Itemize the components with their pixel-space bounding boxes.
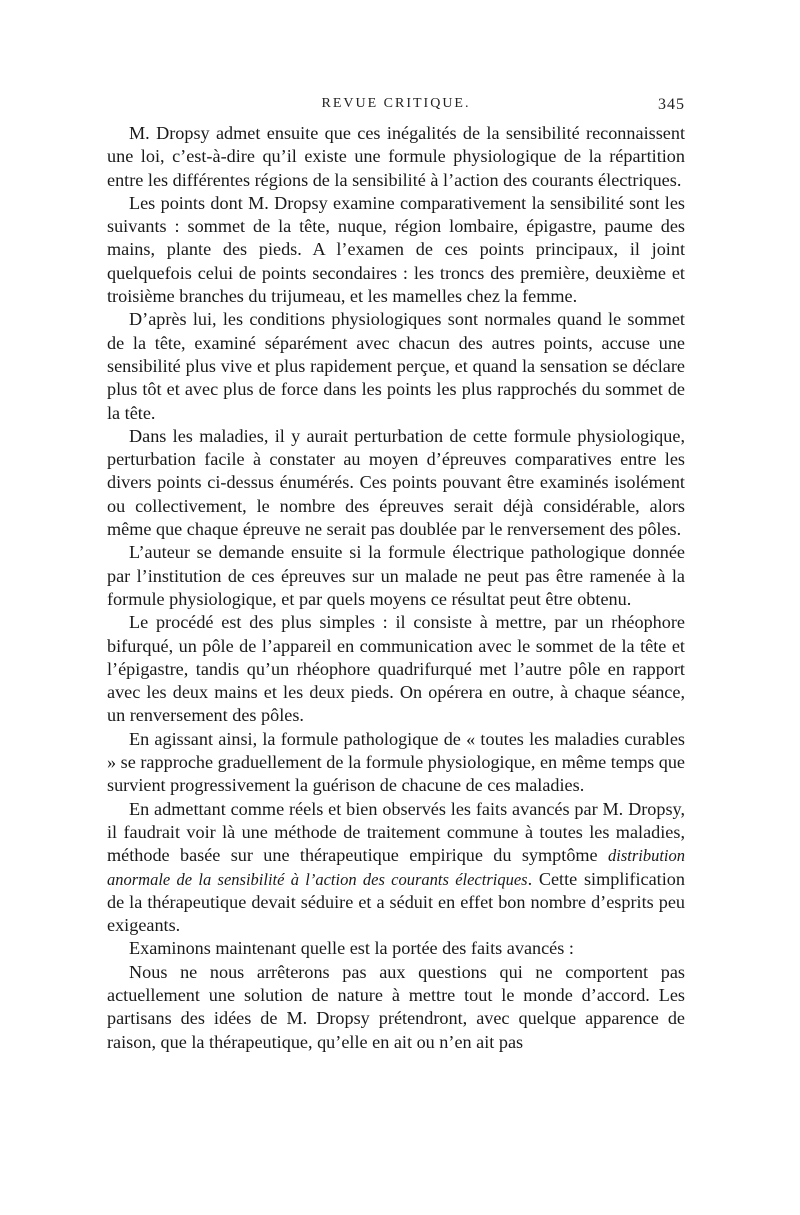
paragraph-10: Nous ne nous arrêterons pas aux questions qui ne comportent pas actuellement une solution de nature à mettre tout le monde d’accord. Les partisans des idées de M. Dropsy prétendront, avec quelque apparence de raison, que la thérapeutique, qu’elle en ait ou n’en ait pas — [107, 961, 685, 1052]
paragraph-1: M. Dropsy admet ensuite que ces inégalités de la sensibilité reconnaissent une loi, c’est-à-dire qu’il existe une formule physiologique de la répartition entre les différentes régions de la sensibilité à l’action des courants électriques. — [107, 123, 685, 190]
running-head — [107, 96, 685, 118]
page-number: 345 — [658, 96, 685, 113]
paragraph-8-end: . Cette simplification de la thérapeutique devait séduire et a séduit en effet bon nombre d’esprits peu exigeants. — [107, 868, 685, 936]
paragraph-7: En agissant ainsi, la formule pathologique de « toutes les maladies curables » se rapproche graduellement de la formule physiologique, en même temps que survient progressivement la guérison de chacune de ces maladies. — [107, 728, 685, 796]
paragraph-3: D’après lui, les conditions physiologiques sont normales quand le sommet de la tête, examiné séparément avec chacun des autres points, accuse une sensibilité plus vive et plus rapidement perçue, et quand la sensation se déclare plus tôt et avec plus de force dans les points les plus rapprochés du sommet de la tête. — [107, 309, 685, 423]
paragraph-9: Examinons maintenant quelle est la portée des faits avancés : — [129, 938, 574, 959]
body-text — [107, 122, 685, 1054]
paragraph-8 — [107, 798, 685, 938]
paragraph-5: L’auteur se demande ensuite si la formule électrique pathologique donnée par l’institution de ces épreuves sur un malade ne peut pas être ramenée à la formule physiologique, et par quels moyens ce résultat peut être obtenu. — [107, 542, 685, 609]
paragraph-2: Les points dont M. Dropsy examine comparativement la sensibilité sont les suivants : sommet de la tête, nuque, région lombaire, épigastre, paume des mains, plante des pieds. A l’examen de ces points principaux, il joint quelquefois celui de points secondaires : les troncs des première, deuxième et troisième branches du trijumeau, et les mamelles chez la femme. — [107, 192, 685, 307]
paragraph-8-start: En admettant comme réels et bien observés les faits avancés par M. Dropsy, il faudrait voir là une méthode de traitement commune à toutes les maladies, méthode basée sur une thérapeutique empirique du symptôme — [107, 798, 685, 866]
running-title: REVUE CRITIQUE. — [321, 96, 471, 111]
italic-phrase: distribution anormale de la sensibilité à l’action des courants électriques — [107, 846, 685, 889]
paragraph-6: Le procédé est des plus simples : il consiste à mettre, par un rhéophore bifurqué, un pôle de l’appareil en communication avec le sommet de la tête et l’épigastre, tandis qu’un rhéophore quadrifurqué met l’autre pôle en rapport avec les deux mains et les deux pieds. On opérera en outre, à chaque séance, un renversement des pôles. — [107, 612, 685, 726]
book-page — [107, 96, 685, 1054]
paragraph-4: Dans les maladies, il y aurait perturbation de cette formule physiologique, perturbation facile à constater au moyen d’épreuves comparatives entre les divers points ci-dessus énumérés. Ces points pouvant être examinés isolément ou collectivement, le nombre des épreuves serait déjà considérable, alors même que chaque épreuve ne serait pas doublée par le renversement des pôles. — [107, 425, 685, 540]
